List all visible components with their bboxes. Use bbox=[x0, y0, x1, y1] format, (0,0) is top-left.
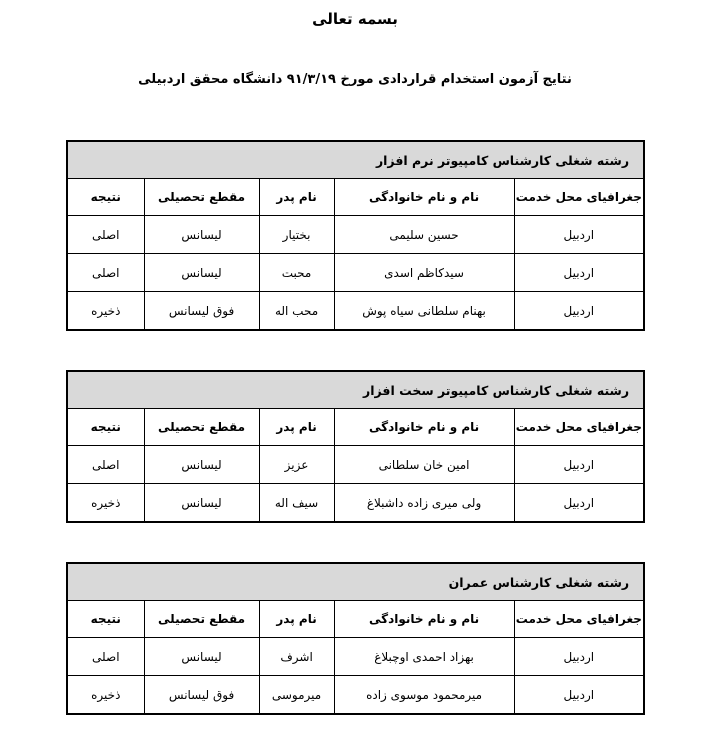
column-header-name: نام و نام خانوادگی bbox=[334, 409, 514, 446]
cell-degree: لیسانس bbox=[144, 216, 259, 254]
column-header-degree: مقطع تحصیلی bbox=[144, 179, 259, 216]
column-header-degree: مقطع تحصیلی bbox=[144, 601, 259, 638]
cell-father: بختیار bbox=[259, 216, 334, 254]
cell-father: سیف اله bbox=[259, 484, 334, 523]
cell-result: اصلی bbox=[67, 254, 144, 292]
results-table-hardware bbox=[66, 370, 645, 523]
column-header-result: نتیجه bbox=[67, 179, 144, 216]
cell-result: ذخیره bbox=[67, 292, 144, 331]
column-header-degree: مقطع تحصیلی bbox=[144, 409, 259, 446]
cell-father: محب اله bbox=[259, 292, 334, 331]
column-header-name: نام و نام خانوادگی bbox=[334, 179, 514, 216]
cell-father: میرموسی bbox=[259, 676, 334, 715]
column-header-name: نام و نام خانوادگی bbox=[334, 601, 514, 638]
document-title: بسمه تعالی bbox=[312, 10, 398, 28]
column-header-father: نام پدر bbox=[259, 409, 334, 446]
column-header-location: جغرافیای محل خدمت bbox=[514, 409, 644, 446]
cell-location: اردبیل bbox=[514, 254, 644, 292]
results-table-software bbox=[66, 140, 645, 331]
cell-location: اردبیل bbox=[514, 216, 644, 254]
document-subtitle: نتایج آزمون استخدام قراردادی مورخ ۹۱/۳/۱۹ دانشگاه محقق اردبیلی bbox=[138, 72, 572, 87]
cell-location: اردبیل bbox=[514, 638, 644, 676]
cell-name: ولی میری زاده داشبلاغ bbox=[334, 484, 514, 523]
cell-father: محبت bbox=[259, 254, 334, 292]
table-row bbox=[67, 446, 644, 484]
cell-result: اصلی bbox=[67, 216, 144, 254]
cell-father: عزیز bbox=[259, 446, 334, 484]
cell-degree: فوق لیسانس bbox=[144, 676, 259, 715]
cell-father: اشرف bbox=[259, 638, 334, 676]
results-table-civil bbox=[66, 562, 645, 715]
cell-location: اردبیل bbox=[514, 446, 644, 484]
table-row bbox=[67, 254, 644, 292]
table-row bbox=[67, 216, 644, 254]
column-header-father: نام پدر bbox=[259, 601, 334, 638]
header-row bbox=[67, 179, 644, 216]
cell-name: حسین سلیمی bbox=[334, 216, 514, 254]
cell-result: ذخیره bbox=[67, 676, 144, 715]
cell-result: اصلی bbox=[67, 446, 144, 484]
cell-name: بهنام سلطانی سیاه پوش bbox=[334, 292, 514, 331]
cell-location: اردبیل bbox=[514, 676, 644, 715]
cell-location: اردبیل bbox=[514, 292, 644, 331]
section-title: رشته شغلی کارشناس کامپیوتر سخت افزار bbox=[67, 371, 644, 409]
cell-name: امین خان سلطانی bbox=[334, 446, 514, 484]
cell-location: اردبیل bbox=[514, 484, 644, 523]
table-row bbox=[67, 676, 644, 715]
column-header-result: نتیجه bbox=[67, 601, 144, 638]
column-header-location: جغرافیای محل خدمت bbox=[514, 601, 644, 638]
cell-name: بهزاد احمدی اوچبلاغ bbox=[334, 638, 514, 676]
cell-degree: لیسانس bbox=[144, 638, 259, 676]
header-row bbox=[67, 601, 644, 638]
column-header-result: نتیجه bbox=[67, 409, 144, 446]
cell-result: اصلی bbox=[67, 638, 144, 676]
table-row bbox=[67, 484, 644, 523]
column-header-father: نام پدر bbox=[259, 179, 334, 216]
cell-name: میرمحمود موسوی زاده bbox=[334, 676, 514, 715]
table-row bbox=[67, 638, 644, 676]
header-row bbox=[67, 409, 644, 446]
cell-degree: لیسانس bbox=[144, 446, 259, 484]
cell-degree: لیسانس bbox=[144, 254, 259, 292]
column-header-location: جغرافیای محل خدمت bbox=[514, 179, 644, 216]
section-title: رشته شغلی کارشناس عمران bbox=[67, 563, 644, 601]
cell-degree: فوق لیسانس bbox=[144, 292, 259, 331]
section-title: رشته شغلی کارشناس کامپیوتر نرم افزار bbox=[67, 141, 644, 179]
cell-degree: لیسانس bbox=[144, 484, 259, 523]
table-row bbox=[67, 292, 644, 331]
cell-name: سیدکاظم اسدی bbox=[334, 254, 514, 292]
cell-result: ذخیره bbox=[67, 484, 144, 523]
